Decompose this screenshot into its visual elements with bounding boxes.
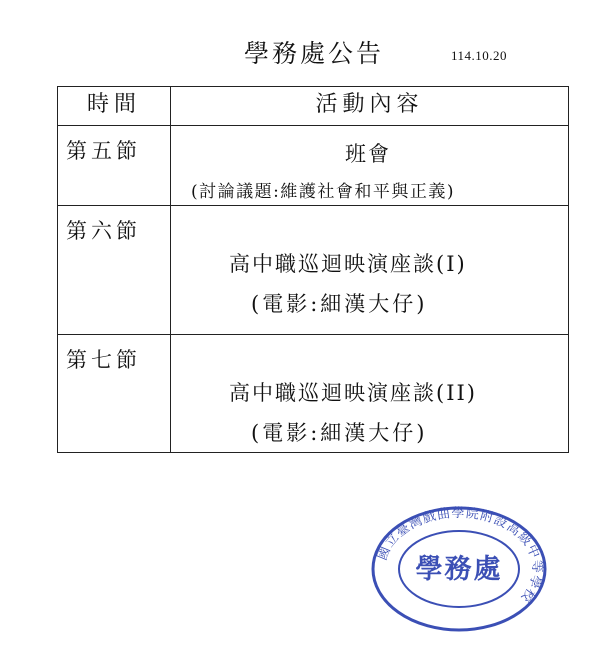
- schedule-table: [57, 86, 569, 453]
- activity-title: 高中職巡迴映演座談(II): [229, 381, 477, 405]
- seal-center-text: 學務處: [415, 554, 503, 585]
- notice-date: 114.10.20: [451, 48, 508, 63]
- activity-title: 高中職巡迴映演座談(I): [229, 252, 467, 276]
- period-cell: 第五節: [58, 126, 171, 206]
- period-cell: 第六節: [58, 206, 171, 335]
- column-header-time: 時間: [58, 87, 171, 126]
- table-row: [58, 335, 569, 453]
- activity-detail: (討論議題:維護社會和平與正義): [191, 182, 455, 202]
- activity-detail: (電影:細漢大仔): [251, 421, 428, 445]
- period-cell: 第七節: [58, 335, 171, 453]
- content-cell: [171, 206, 569, 335]
- notice-title: 學務處公告: [244, 39, 385, 68]
- seal-ring-text: 國立臺灣戲曲學院附設高級中等學校: [375, 506, 545, 606]
- activity-detail: (電影:細漢大仔): [251, 292, 428, 316]
- table-header-row: [58, 87, 569, 126]
- content-cell: [171, 126, 569, 206]
- table-row: [58, 206, 569, 335]
- office-seal-stamp: [371, 506, 547, 632]
- content-cell: [171, 335, 569, 453]
- column-header-content: 活動內容: [171, 87, 569, 126]
- activity-title: 班會: [345, 142, 391, 166]
- table-row: [58, 126, 569, 206]
